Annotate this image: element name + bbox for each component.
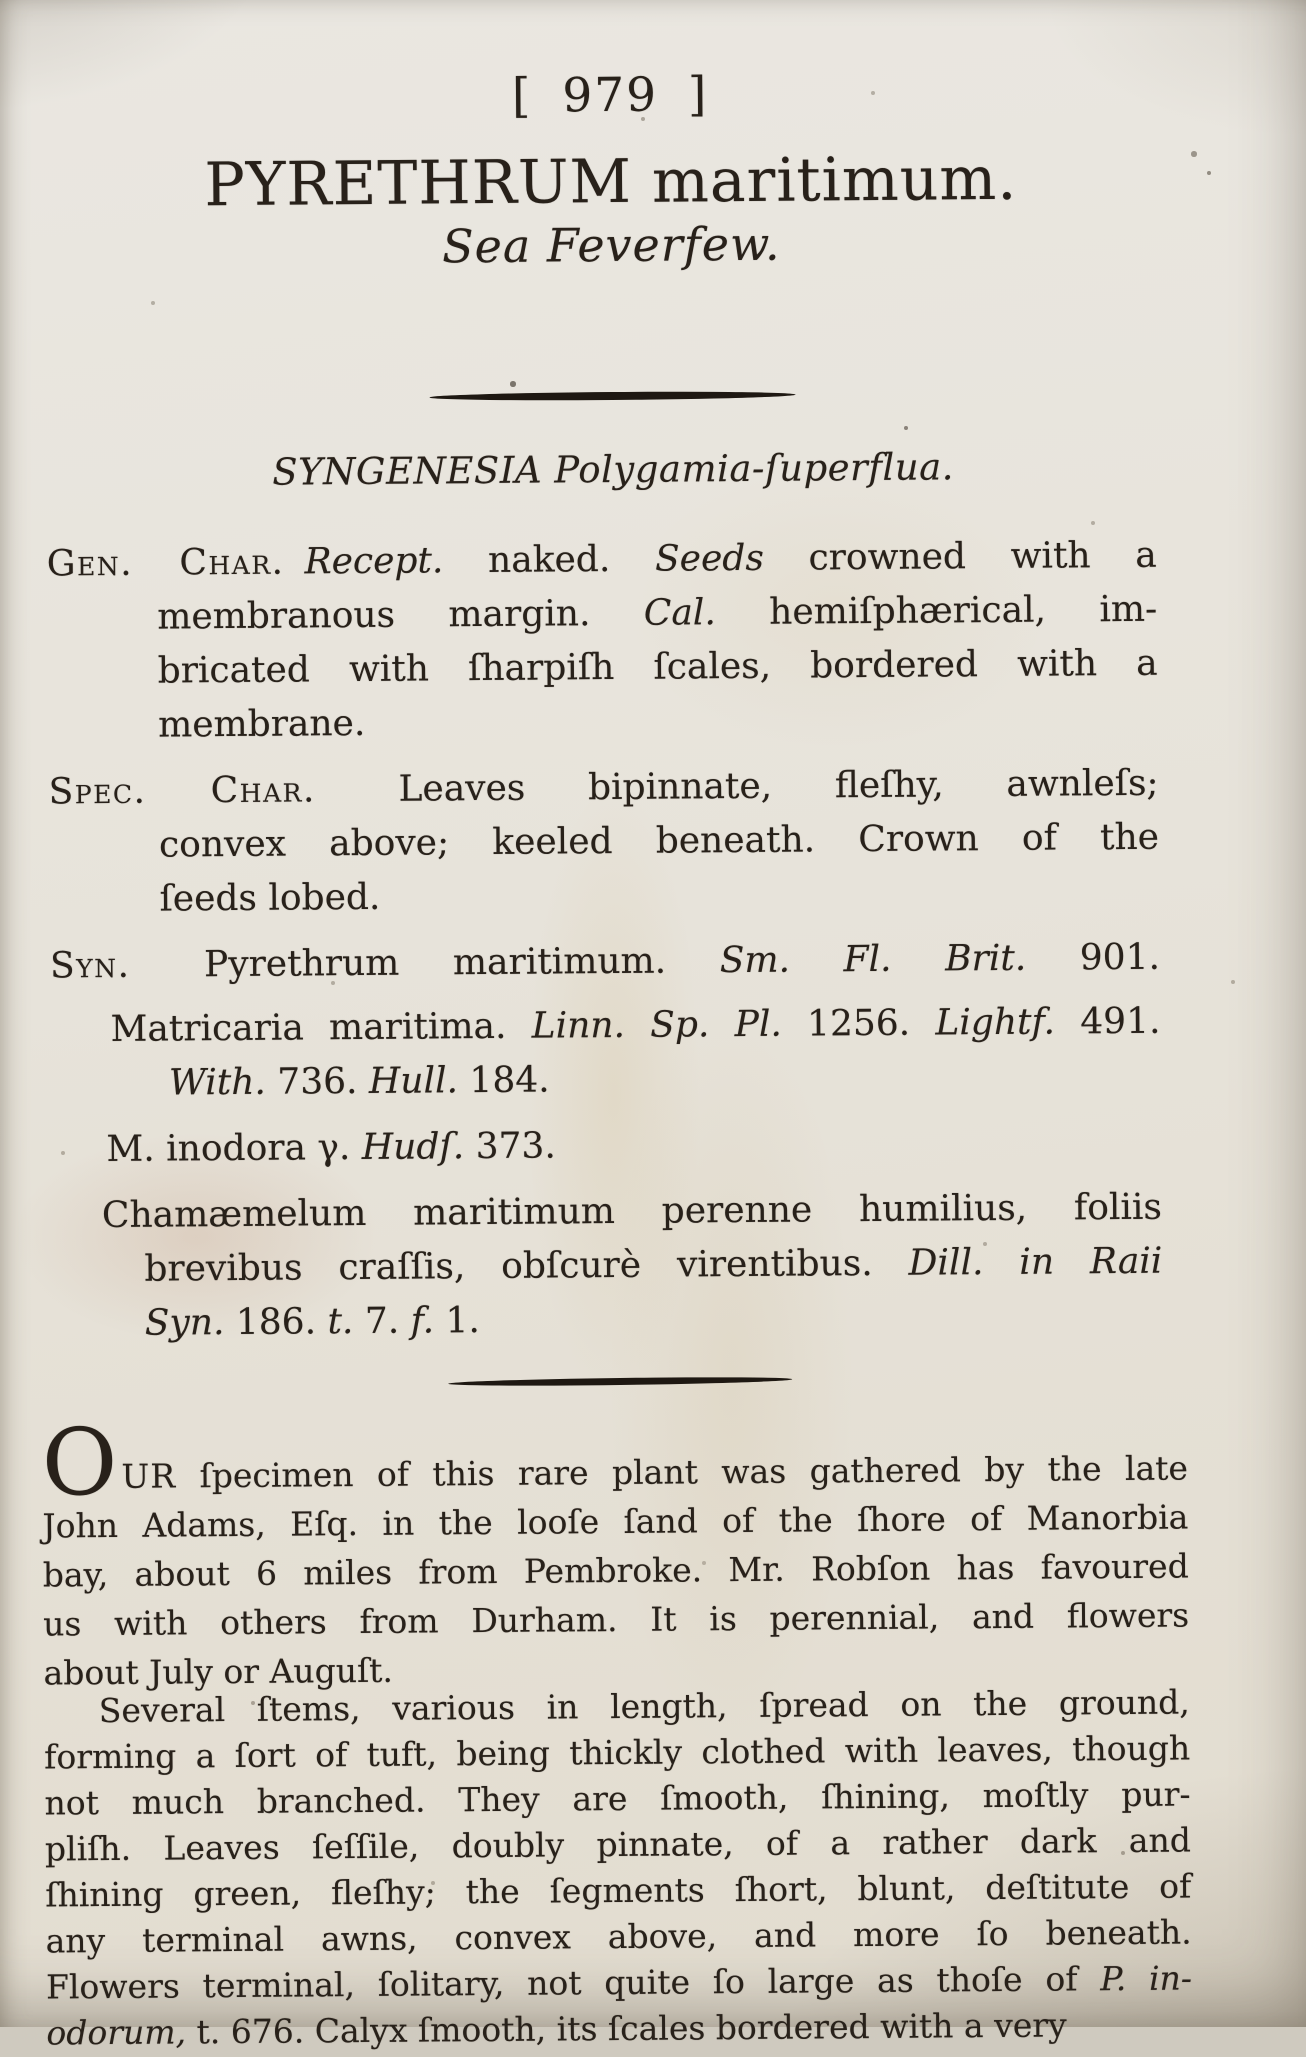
spec-char-line-3: ſeeds lobed. (159, 876, 381, 920)
body-line: bay, about 6 miles from Pembroke. Mr. Robſon has favoured (42, 1546, 1189, 1595)
syn-reference: f. (410, 1300, 435, 1342)
syn-name: M. inodora γ. (106, 1127, 362, 1171)
body-line-clipped (46, 2002, 1192, 2057)
body-line: any terminal awns, convex above, and more ſo beneath. (45, 1912, 1192, 1961)
body-line: not much branched. They are ſmooth, ſhining, moſtly pur- (44, 1774, 1191, 1823)
body-caps: UR (121, 1456, 177, 1496)
paper-specks (0, 0, 2, 2)
syn-page: 1. (433, 1300, 481, 1342)
spec-char-line-1 (48, 757, 1158, 820)
gen-char-line-1 (47, 529, 1157, 592)
gen-char-text: membranous margin. (157, 592, 645, 638)
syn-reference: Sm. Fl. Brit. (719, 937, 1027, 982)
body-text: t. 676. Calyx ſmooth, its ſcales bordered with a very (185, 2005, 1067, 2052)
gen-char-label: Gen. Char. (46, 541, 285, 585)
bracket-left: [ (511, 68, 533, 124)
spec-char-label: Spec. Char. (48, 769, 316, 813)
syn-reference: Syn. (144, 1302, 225, 1344)
syn-reference: Dill. in Raii (908, 1240, 1163, 1284)
syn-line-4 (51, 1115, 1161, 1178)
body-line: about July or Auguſt. (43, 1650, 394, 1693)
gen-char-text: naked. (443, 538, 656, 582)
syn-line-5: Chamæmelum maritimum perenne humilius, foliis (101, 1186, 1163, 1237)
gen-char-line-3: bricated with ſharpiſh ſcales, bordered with a (157, 642, 1158, 692)
page-number (0, 67, 1225, 124)
syn-reference: t. (327, 1301, 354, 1343)
gen-char-line-4: membrane. (157, 702, 366, 746)
body-line: us with others from Durham. It is perennial, and flowers (43, 1595, 1190, 1644)
body-text: ſpecimen of this rare plant was gathered by the late (175, 1448, 1189, 1496)
description-paragraph-1 (41, 1408, 1190, 1698)
syn-page: 7. (353, 1300, 411, 1343)
syn-reference: Lightf. (935, 1001, 1056, 1044)
body-text: Flowers terminal, ſolitary, not quite ſo large as thoſe of (45, 1959, 1101, 2007)
common-name: Sea Feverfew. (441, 216, 781, 274)
syn-line-3 (51, 1049, 1161, 1112)
syn-name: brevibus craſſis, obſcurè virentibus. (144, 1242, 909, 1290)
class-heading: SYNGENESIA Polygamia-ſuperflua. (272, 445, 955, 494)
page-number-value: 979 (562, 67, 659, 124)
gen-char-text: hemiſphærical, im- (715, 588, 1158, 634)
body-line (41, 1408, 1189, 1517)
gen-char-line-2 (47, 583, 1157, 646)
body-line: John Adams, Eſq. in the looſe ſand of the ſhore of Manorbia (42, 1497, 1189, 1546)
syn-label: Syn. (49, 944, 131, 987)
syn-page: 184. (457, 1059, 550, 1102)
syn-page: 186. (224, 1301, 328, 1344)
syn-line-1 (50, 931, 1160, 994)
body-line: ſhining green, fleſhy; the ſegments ſhort, blunt, deſtitute of (45, 1866, 1192, 1915)
gen-char-seeds: Seeds (654, 537, 765, 580)
body-line: Several ſtems, various in length, ſpread on the ground, (98, 1682, 1190, 1731)
syn-name: Matricaria maritima. (110, 1005, 532, 1050)
syn-line-2 (50, 995, 1160, 1058)
syn-line-7 (53, 1289, 1163, 1352)
description-paragraph-2 (44, 1680, 1193, 2057)
bracket-right: ] (687, 67, 709, 123)
syn-page: 373. (464, 1125, 556, 1168)
syn-page: 901. (1026, 936, 1161, 979)
gen-char-cal: Cal. (643, 592, 716, 634)
body-text-italic: P. in- (1100, 1958, 1193, 1999)
body-text-italic: odorum, (46, 2012, 187, 2053)
taxonomy-entries (47, 529, 1163, 1352)
syn-reference: With. (168, 1061, 267, 1104)
species-title: PYRETHRUM maritimum. (204, 143, 1018, 221)
syn-name: Pyrethrum maritimum. (150, 940, 720, 986)
drop-cap: O (41, 1408, 122, 1517)
gen-char-recept: Recept. (304, 540, 444, 583)
syn-reference: Hull. (368, 1060, 459, 1102)
gen-char-text: crowned with a (763, 534, 1157, 579)
syn-page: 736. (265, 1060, 370, 1103)
body-line: forming a ſort of tuft, being thickly clothed with leaves, though (44, 1728, 1191, 1777)
divider-rule-bottom (448, 1376, 792, 1388)
spec-char-text: Leaves bipinnate, fleſhy, awnleſs; (335, 762, 1159, 811)
syn-page: 1256. (781, 1002, 936, 1045)
syn-reference: Linn. Sp. Pl. (531, 1003, 782, 1047)
body-line: pliſh. Leaves ſeſſile, doubly pinnate, of a rather dark and (44, 1820, 1192, 1869)
divider-rule-top (430, 391, 796, 402)
syn-line-6 (52, 1235, 1162, 1298)
spec-char-line-2: convex above; keeled beneath. Crown of the (158, 816, 1160, 866)
syn-page: 491. (1054, 1000, 1161, 1043)
syn-reference: Hudſ. (361, 1126, 465, 1169)
